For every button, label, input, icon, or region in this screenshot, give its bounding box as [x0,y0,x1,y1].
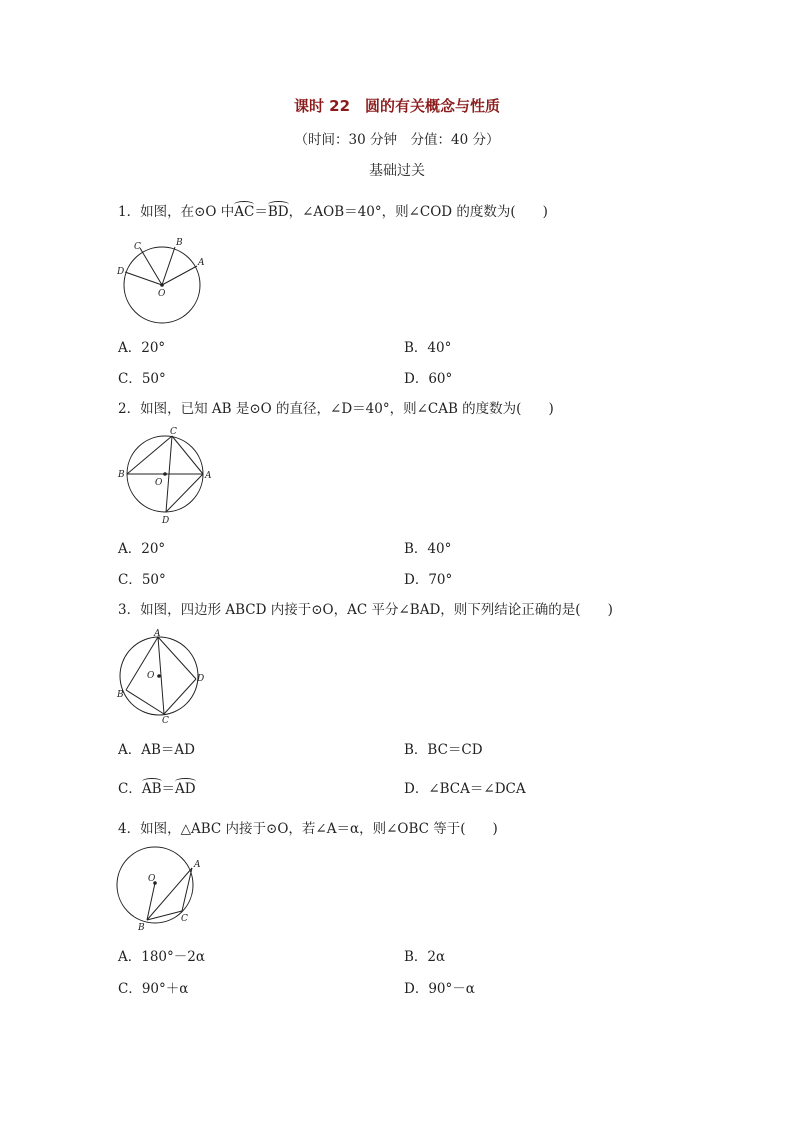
section-heading: 基础过关 [369,163,425,179]
q3-label-d: D [197,674,205,684]
question-1-stem [118,200,548,220]
q1-label-a: A [198,258,205,268]
q1-option-a[interactable]: A．20° [118,340,166,356]
q1-option-c[interactable]: C．50° [118,371,166,387]
q2-label-c: C [170,427,177,437]
q1-arc-ac: AC [234,204,255,220]
q2-option-a[interactable]: A．20° [118,541,166,557]
q1-stem-prefix: 1．如图，在⊙O 中 [118,204,235,220]
q1-arc-bd: BD [267,204,289,220]
q1-label-o: O [158,289,166,299]
q1-label-c: C [134,242,141,252]
q2-figure [114,425,214,525]
q4-label-a: A [194,860,201,870]
q2-label-o: O [155,478,163,488]
q3-option-c[interactable] [118,777,196,797]
q2-label-a: A [205,471,212,481]
q3-option-b[interactable]: B．BC＝CD [404,742,483,758]
q3-label-o: O [147,671,155,681]
q4-label-b: B [138,923,145,933]
q4-figure [112,845,212,935]
q4-option-a[interactable]: A．180°－2α [118,949,205,965]
q4-label-c: C [181,914,188,924]
q4-option-b[interactable]: B．2α [404,949,446,965]
q4-label-o: O [148,874,156,884]
q3-option-c-prefix: C． [118,781,142,797]
time-score-info: （时间：30 分钟 分值：40 分） [294,132,500,148]
q2-option-c[interactable]: C．50° [118,572,166,588]
q2-label-d: D [162,516,170,526]
q1-eq: ＝ [254,204,268,220]
q3-option-c-arc-ab: AB [141,781,162,797]
q3-option-c-arc-ad: AD [175,781,196,797]
q3-label-a: A [154,629,161,639]
q3-label-c: C [162,716,169,726]
q3-option-c-eq: ＝ [161,781,176,797]
q1-option-b[interactable]: B．40° [404,340,452,356]
q3-option-d[interactable]: D．∠BCA＝∠DCA [404,781,526,797]
q3-label-b: B [117,690,124,700]
q1-option-d[interactable]: D．60° [404,371,453,387]
page-title: 课时 22 圆的有关概念与性质 [293,97,501,115]
q1-label-d: D [117,267,125,277]
q4-option-d[interactable]: D．90°－α [404,981,475,997]
q3-option-a[interactable]: A．AB＝AD [118,742,195,758]
q2-label-b: B [118,470,125,480]
q1-label-b: B [176,238,183,248]
question-3-stem: 3．如图，四边形 ABCD 内接于⊙O，AC 平分∠BAD，则下列结论正确的是( ) [118,602,613,618]
q2-option-d[interactable]: D．70° [404,572,453,588]
question-2-stem: 2．如图，已知 AB 是⊙O 的直径，∠D＝40°，则∠CAB 的度数为( ) [118,401,554,417]
q3-figure [112,627,212,727]
question-4-stem: 4．如图，△ABC 内接于⊙O，若∠A＝α，则∠OBC 等于( ) [118,821,498,837]
q2-option-b[interactable]: B．40° [404,541,452,557]
q4-option-c[interactable]: C．90°＋α [118,981,189,997]
q1-figure [112,236,212,326]
q1-stem-suffix: ，∠AOB＝40°，则∠COD 的度数为( ) [288,204,548,220]
